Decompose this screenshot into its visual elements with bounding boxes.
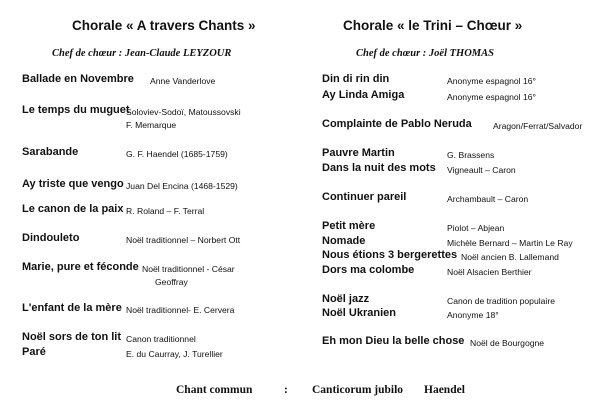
left-song-1: Ballade en Novembre bbox=[22, 73, 134, 85]
right-song-2: Ay Linda Amiga bbox=[322, 89, 405, 101]
right-composer-2: Anonyme espagnol 16° bbox=[447, 92, 536, 102]
right-composer-5: Vigneault – Caron bbox=[447, 165, 516, 175]
left-composer-3: G. F. Haendel (1685-1759) bbox=[126, 149, 228, 159]
left-composer-10: E. du Caurray, J. Turellier bbox=[126, 349, 223, 359]
right-song-13: Eh mon Dieu la belle chose bbox=[322, 335, 465, 347]
right-song-3: Complainte de Pablo Neruda bbox=[322, 118, 472, 130]
right-choir-director: Chef de chœur : Joël THOMAS bbox=[356, 48, 494, 59]
right-composer-10: Noël Alsacien Berthier bbox=[447, 267, 532, 277]
right-song-5: Dans la nuit des mots bbox=[322, 162, 436, 174]
right-song-7: Petit mère bbox=[322, 220, 376, 232]
right-song-10: Dors ma colombe bbox=[322, 264, 415, 276]
left-composer-9: Canon traditionnel bbox=[126, 334, 196, 344]
right-composer-4: G. Brassens bbox=[447, 150, 495, 160]
left-composer-6: Noël traditionnel – Norbert Ott bbox=[126, 235, 241, 245]
left-song-5: Le canon de la paix bbox=[22, 203, 124, 215]
left-choir-title: Chorale « A travers Chants » bbox=[72, 18, 256, 33]
left-composer-2: Soloviev-Sodoï, Matoussovski bbox=[126, 107, 241, 117]
right-composer-11: Canon de tradition populaire bbox=[447, 296, 555, 306]
common-song-title: Canticorum jubilo bbox=[312, 384, 404, 396]
right-song-9: Nous étions 3 bergerettes bbox=[322, 249, 458, 261]
right-song-8: Nomade bbox=[322, 235, 366, 247]
left-song-2: Le temps du muguet bbox=[22, 104, 130, 116]
left-choir-director: Chef de chœur : Jean-Claude LEYZOUR bbox=[52, 48, 232, 59]
right-song-6: Continuer pareil bbox=[322, 191, 407, 203]
right-composer-1: Anonyme espagnol 16° bbox=[447, 76, 536, 86]
common-song-label: Chant commun bbox=[176, 384, 253, 396]
left-song-10: Paré bbox=[22, 346, 46, 358]
left-song-6: Dindouleto bbox=[22, 232, 80, 244]
left-song-7: Marie, pure et féconde bbox=[22, 261, 139, 273]
right-composer-13: Noël de Bourgogne bbox=[470, 338, 545, 348]
left-composer-7: Noël traditionnel - César bbox=[142, 264, 235, 274]
right-composer-8: Michèle Bernard – Martin Le Ray bbox=[447, 238, 573, 248]
left-composer-7b: Geoffray bbox=[155, 277, 188, 287]
common-song-composer: Haendel bbox=[424, 384, 465, 396]
left-composer-2b: F. Memarque bbox=[126, 120, 177, 130]
right-composer-6: Archambault – Caron bbox=[447, 194, 529, 204]
left-composer-4: Juan Del Encina (1468-1529) bbox=[126, 181, 238, 191]
right-song-11: Noël jazz bbox=[322, 293, 370, 305]
right-choir-title: Chorale « le Trini – Chœur » bbox=[343, 18, 523, 33]
right-composer-3: Aragon/Ferrat/Salvador bbox=[493, 121, 583, 131]
left-composer-8: Noël traditionnel- E. Cervera bbox=[126, 305, 235, 315]
right-song-1: Din di rin din bbox=[322, 73, 390, 85]
left-composer-1: Anne Vanderlove bbox=[150, 76, 216, 86]
right-composer-9: Noël ancien B. Lallemand bbox=[461, 252, 559, 262]
left-song-8: L'enfant de la mère bbox=[22, 302, 122, 314]
left-song-9: Noël sors de ton lit bbox=[22, 331, 122, 343]
right-composer-12: Anonyme 18° bbox=[447, 310, 499, 320]
left-song-4: Ay triste que vengo bbox=[22, 178, 124, 190]
right-composer-7: Piolot – Abjean bbox=[447, 223, 505, 233]
left-song-3: Sarabande bbox=[22, 146, 79, 158]
common-song-colon: : bbox=[284, 384, 288, 396]
left-composer-5: R. Roland – F. Terral bbox=[126, 206, 205, 216]
right-song-12: Noël Ukranien bbox=[322, 307, 396, 319]
right-song-4: Pauvre Martin bbox=[322, 147, 395, 159]
